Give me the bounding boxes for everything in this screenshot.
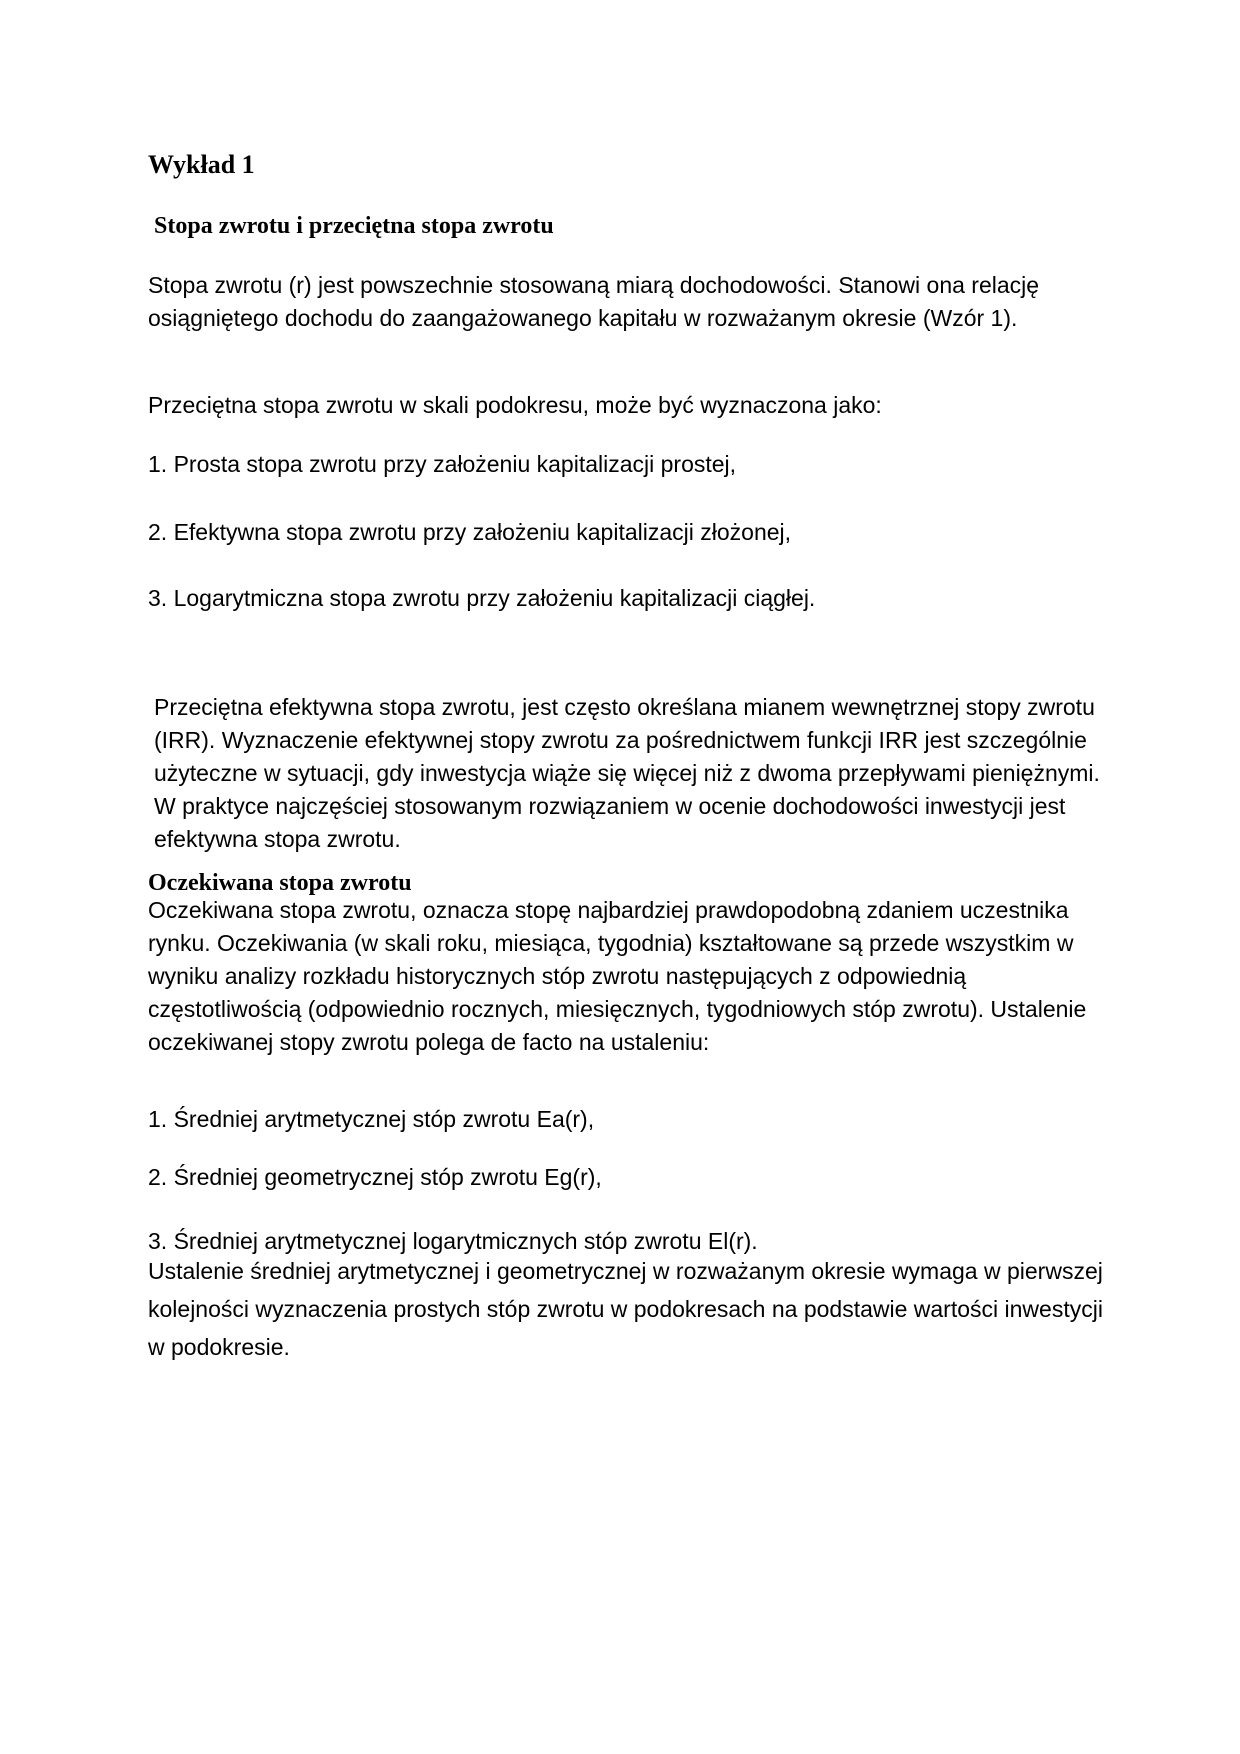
paragraph-mean-calculation: Ustalenie średniej arytmetycznej i geometrycznej w rozważanym okresie wymaga w pierwszej kolejności wyznaczenia prostych stóp zwrotu w podokresach na podstawie wartości inwestycji w podokresie. [148, 1258, 1103, 1360]
list-item-effective-rate: 2. Efektywna stopa zwrotu przy założeniu kapitalizacji złożonej, [148, 519, 792, 545]
paragraph-irr: Przeciętna efektywna stopa zwrotu, jest często określana mianem wewnętrznej stopy zwrotu (IRR). Wyznaczenie efektywnej stopy zwrotu za pośrednictwem funkcji IRR jest szczególnie użyteczne w sytuacji, gdy inwestycja wiąże się więcej niż z dwoma przepływami pieniężnymi. W praktyce najczęściej stosowanym rozwiązaniem w ocenie dochodowości inwestycji jest efektywna stopa zwrotu. [154, 694, 1100, 852]
list-item-simple-rate: 1. Prosta stopa zwrotu przy założeniu kapitalizacji prostej, [148, 451, 737, 477]
list-item-log-arithmetic-mean: 3. Średniej arytmetycznej logarytmicznych stóp zwrotu El(r). [148, 1228, 758, 1254]
paragraph-average-return-intro: Przeciętna stopa zwrotu w skali podokresu, może być wyznaczona jako: [148, 392, 882, 418]
list-item-geometric-mean: 2. Średniej geometrycznej stóp zwrotu Eg(r), [148, 1164, 602, 1190]
paragraph-return-rate-definition: Stopa zwrotu (r) jest powszechnie stosowaną miarą dochodowości. Stanowi ona relację osiągniętego dochodu do zaangażowanego kapitału w rozważanym okresie (Wzór 1). [148, 272, 1040, 331]
section-title-expected-return: Oczekiwana stopa zwrotu [148, 870, 412, 896]
list-item-logarithmic-rate: 3. Logarytmiczna stopa zwrotu przy założeniu kapitalizacji ciągłej. [148, 585, 816, 611]
list-item-arithmetic-mean: 1. Średniej arytmetycznej stóp zwrotu Ea(r), [148, 1106, 595, 1132]
section-title-return-rate: Stopa zwrotu i przeciętna stopa zwrotu [154, 213, 554, 239]
paragraph-expected-return: Oczekiwana stopa zwrotu, oznacza stopę najbardziej prawdopodobną zdaniem uczestnika rynku. Oczekiwania (w skali roku, miesiąca, tygodnia) kształtowane są przede wszystkim w wyniku analizy rozkładu historycznych stóp zwrotu następujących z odpowiednią częstotliwością (odpowiednio rocznych, miesięcznych, tygodniowych stóp zwrotu). Ustalenie oczekiwanej stopy zwrotu polega de facto na ustaleniu: [148, 897, 1087, 1055]
lecture-title: Wykład 1 [148, 150, 255, 179]
